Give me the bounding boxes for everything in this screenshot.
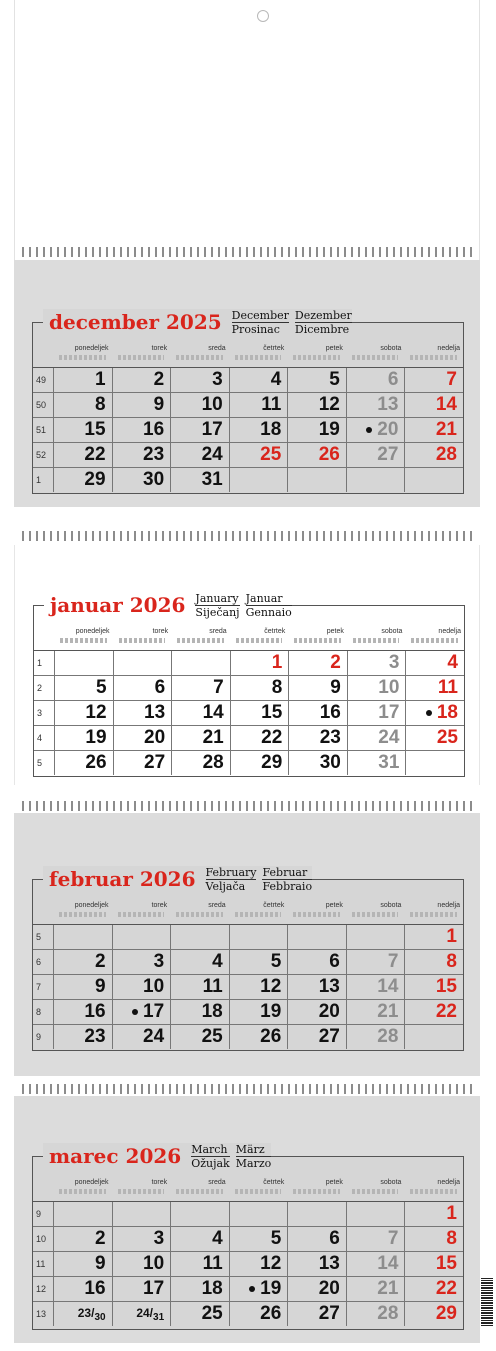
day-cell — [405, 751, 464, 775]
day-cell: 14 — [346, 975, 405, 999]
day-cell: 31 — [347, 751, 406, 775]
day-cell: 14 — [346, 1252, 405, 1276]
spiral-binding — [22, 1084, 474, 1094]
day-cell: 1 — [404, 925, 463, 949]
day-cell — [404, 468, 463, 492]
day-cell: 31 — [170, 468, 229, 492]
day-cell: 27 — [113, 751, 172, 775]
day-cell-split: $23/_{30}$ — [53, 1302, 112, 1326]
day-cell — [54, 651, 113, 675]
day-cell — [229, 468, 288, 492]
day-cell: 11 — [405, 676, 464, 700]
day-cell: 24 — [347, 726, 406, 750]
day-cell: 26 — [229, 1025, 288, 1049]
day-cell: 12 — [287, 393, 346, 417]
week-row — [33, 950, 463, 975]
day-cell: 13 — [346, 393, 405, 417]
day-cell: 6 — [287, 950, 346, 974]
day-cell: 13 — [287, 1252, 346, 1276]
day-cell: 16 — [288, 701, 347, 725]
day-cell: 15 — [53, 418, 112, 442]
week-number: 51 — [36, 425, 47, 435]
calendar-grid-december — [32, 309, 464, 494]
day-cell: 28 — [404, 443, 463, 467]
day-cell: 2 — [53, 1227, 112, 1251]
day-cell: 18 — [405, 701, 464, 725]
day-cell: 23 — [288, 726, 347, 750]
day-cell: 3 — [112, 1227, 171, 1251]
day-cell: 22 — [404, 1000, 463, 1024]
day-cell: 11 — [229, 393, 288, 417]
week-number: 49 — [36, 375, 47, 385]
day-cell: 11 — [170, 975, 229, 999]
day-cell: 5 — [229, 1227, 288, 1251]
day-cell: 8 — [404, 1227, 463, 1251]
day-cell: 1 — [230, 651, 289, 675]
month-page-januar — [14, 545, 480, 785]
day-cell: 15 — [404, 1252, 463, 1276]
day-cell: 20 — [287, 1000, 346, 1024]
week-number: 7 — [36, 982, 42, 992]
spiral-binding — [22, 531, 474, 541]
week-number: 5 — [36, 932, 42, 942]
day-cell: 27 — [287, 1302, 346, 1326]
week-row — [33, 1252, 463, 1277]
day-cell: 13 — [113, 701, 172, 725]
day-cell: 3 — [112, 950, 171, 974]
day-cell — [287, 925, 346, 949]
month-page-marec — [14, 1096, 480, 1343]
day-cell: 7 — [404, 368, 463, 392]
day-cell: 19 — [54, 726, 113, 750]
day-cell: 24 — [170, 443, 229, 467]
day-cell: 17 — [112, 1000, 171, 1024]
day-cell: 20 — [113, 726, 172, 750]
day-cell: 21 — [171, 726, 230, 750]
spiral-binding — [22, 247, 474, 257]
month-page-december — [14, 260, 480, 507]
day-cell: 22 — [404, 1277, 463, 1301]
day-cell: 11 — [170, 1252, 229, 1276]
day-cell: 2 — [112, 368, 171, 392]
day-cell: 30 — [288, 751, 347, 775]
month-translations: January Januar Siječanj Gennaio — [195, 592, 292, 619]
day-cell: 20 — [346, 418, 405, 442]
week-row — [33, 368, 463, 393]
week-number: 9 — [36, 1209, 42, 1219]
day-cell — [229, 925, 288, 949]
spiral-binding — [22, 801, 474, 811]
day-cell: 23 — [112, 443, 171, 467]
week-number: 3 — [37, 708, 43, 718]
day-cell: 4 — [170, 950, 229, 974]
day-cell: 9 — [53, 1252, 112, 1276]
day-cell: 5 — [54, 676, 113, 700]
month-title: januar 2026 — [50, 593, 186, 617]
day-cell — [346, 468, 405, 492]
day-cell: 8 — [53, 393, 112, 417]
day-cell — [229, 1202, 288, 1226]
day-cell — [346, 925, 405, 949]
day-cell: 1 — [53, 368, 112, 392]
day-cell: 12 — [54, 701, 113, 725]
day-cell: 2 — [288, 651, 347, 675]
day-cell-split: $24/_{31}$ — [112, 1302, 171, 1326]
week-number: 50 — [36, 400, 47, 410]
day-cell: 10 — [347, 676, 406, 700]
barcode — [481, 1278, 493, 1326]
day-cell: 21 — [346, 1277, 405, 1301]
week-row — [33, 418, 463, 443]
day-cell: 18 — [229, 418, 288, 442]
week-number: 6 — [36, 957, 42, 967]
day-cell: 29 — [404, 1302, 463, 1326]
day-cell: 6 — [113, 676, 172, 700]
day-cell: 15 — [404, 975, 463, 999]
day-cell: 13 — [287, 975, 346, 999]
week-row — [33, 1227, 463, 1252]
day-cell: 7 — [171, 676, 230, 700]
week-number: 5 — [37, 758, 43, 768]
day-cell: 21 — [346, 1000, 405, 1024]
weekday-header-row: ponedeljek torek sreda četrtek petek sobota nedelja — [33, 343, 463, 368]
day-cell: 4 — [229, 368, 288, 392]
blank-cover-sheet — [14, 0, 480, 262]
day-cell: 25 — [170, 1302, 229, 1326]
day-cell: 18 — [170, 1000, 229, 1024]
week-row — [33, 1025, 463, 1049]
week-number: 8 — [36, 1007, 42, 1017]
week-number: 2 — [37, 683, 43, 693]
weekday-header-row: ponedeljek torek sreda četrtek petek sobota nedelja — [33, 1177, 463, 1202]
month-title: december 2025 — [49, 310, 222, 334]
day-cell: 7 — [346, 1227, 405, 1251]
week-row — [33, 468, 463, 492]
week-number: 10 — [36, 1234, 47, 1244]
day-cell: 2 — [53, 950, 112, 974]
hanging-hole — [257, 10, 269, 22]
week-row — [33, 393, 463, 418]
day-cell: 27 — [287, 1025, 346, 1049]
day-cell: 10 — [170, 393, 229, 417]
week-row — [34, 676, 464, 701]
day-cell — [53, 1202, 112, 1226]
month-title: februar 2026 — [49, 867, 196, 891]
week-number: 12 — [36, 1284, 47, 1294]
day-cell: 19 — [229, 1277, 288, 1301]
week-number: 4 — [37, 733, 43, 743]
day-cell: 4 — [405, 651, 464, 675]
day-cell: 12 — [229, 975, 288, 999]
day-cell: 19 — [229, 1000, 288, 1024]
day-cell: 14 — [404, 393, 463, 417]
week-row — [34, 701, 464, 726]
day-cell: 26 — [287, 443, 346, 467]
week-number: 52 — [36, 450, 47, 460]
weekday-header-row: ponedeljek torek sreda četrtek petek sobota nedelja — [33, 900, 463, 925]
day-cell: 17 — [112, 1277, 171, 1301]
day-cell: 9 — [53, 975, 112, 999]
day-cell: 9 — [288, 676, 347, 700]
day-cell: 29 — [53, 468, 112, 492]
day-cell: 28 — [346, 1025, 405, 1049]
week-number: 13 — [36, 1309, 47, 1319]
day-cell: 12 — [229, 1252, 288, 1276]
day-cell — [171, 651, 230, 675]
day-cell: 22 — [53, 443, 112, 467]
day-cell: 10 — [112, 1252, 171, 1276]
day-cell: 4 — [170, 1227, 229, 1251]
day-cell: 28 — [171, 751, 230, 775]
day-cell: 26 — [54, 751, 113, 775]
day-cell: 28 — [346, 1302, 405, 1326]
day-cell: 10 — [112, 975, 171, 999]
day-cell: 26 — [229, 1302, 288, 1326]
day-cell: 23 — [53, 1025, 112, 1049]
week-number: 9 — [36, 1032, 42, 1042]
calendar-grid-marec — [32, 1143, 464, 1330]
day-cell: 16 — [53, 1000, 112, 1024]
day-cell: 5 — [229, 950, 288, 974]
day-cell: 8 — [404, 950, 463, 974]
month-page-februar — [14, 813, 480, 1076]
week-number: 1 — [37, 658, 43, 668]
day-cell: 21 — [404, 418, 463, 442]
week-number: 11 — [36, 1259, 46, 1269]
day-cell: 17 — [170, 418, 229, 442]
day-cell: 8 — [230, 676, 289, 700]
day-cell: 20 — [287, 1277, 346, 1301]
calendar-grid-februar — [32, 866, 464, 1051]
day-cell — [112, 1202, 171, 1226]
day-cell: 18 — [170, 1277, 229, 1301]
calendar-grid-januar — [33, 592, 465, 777]
week-row — [33, 925, 463, 950]
day-cell — [404, 1025, 463, 1049]
week-row — [33, 1000, 463, 1025]
week-row — [34, 651, 464, 676]
day-cell: 25 — [405, 726, 464, 750]
day-cell: 6 — [287, 1227, 346, 1251]
month-translations: February Februar Veljača Febbraio — [205, 866, 313, 893]
day-cell: 3 — [170, 368, 229, 392]
day-cell: 24 — [112, 1025, 171, 1049]
day-cell: 22 — [230, 726, 289, 750]
week-row — [33, 443, 463, 468]
day-cell — [170, 1202, 229, 1226]
day-cell: 9 — [112, 393, 171, 417]
day-cell — [170, 925, 229, 949]
week-number: 1 — [36, 475, 42, 485]
day-cell: 15 — [230, 701, 289, 725]
day-cell: 17 — [347, 701, 406, 725]
week-row — [33, 1277, 463, 1302]
day-cell — [113, 651, 172, 675]
day-cell — [112, 925, 171, 949]
day-cell — [346, 1202, 405, 1226]
day-cell: 6 — [346, 368, 405, 392]
day-cell: 16 — [112, 418, 171, 442]
day-cell — [53, 925, 112, 949]
week-row — [33, 1302, 463, 1326]
day-cell — [287, 468, 346, 492]
day-cell: 14 — [171, 701, 230, 725]
day-cell: 5 — [287, 368, 346, 392]
day-cell: 29 — [230, 751, 289, 775]
month-translations: December Dezember Prosinac Dicembre — [231, 309, 352, 336]
day-cell: 1 — [404, 1202, 463, 1226]
week-row — [34, 751, 464, 775]
day-cell: 27 — [346, 443, 405, 467]
week-row — [34, 726, 464, 751]
month-translations: March März Ožujak Marzo — [191, 1143, 272, 1170]
day-cell: 3 — [347, 651, 406, 675]
day-cell: 16 — [53, 1277, 112, 1301]
day-cell: 7 — [346, 950, 405, 974]
weekday-header-row: ponedeljek torek sreda četrtek petek sobota nedelja — [34, 626, 464, 651]
month-title: marec 2026 — [49, 1144, 182, 1168]
day-cell: 30 — [112, 468, 171, 492]
day-cell — [287, 1202, 346, 1226]
week-row — [33, 975, 463, 1000]
week-row — [33, 1202, 463, 1227]
day-cell: 19 — [287, 418, 346, 442]
day-cell: 25 — [229, 443, 288, 467]
day-cell: 25 — [170, 1025, 229, 1049]
